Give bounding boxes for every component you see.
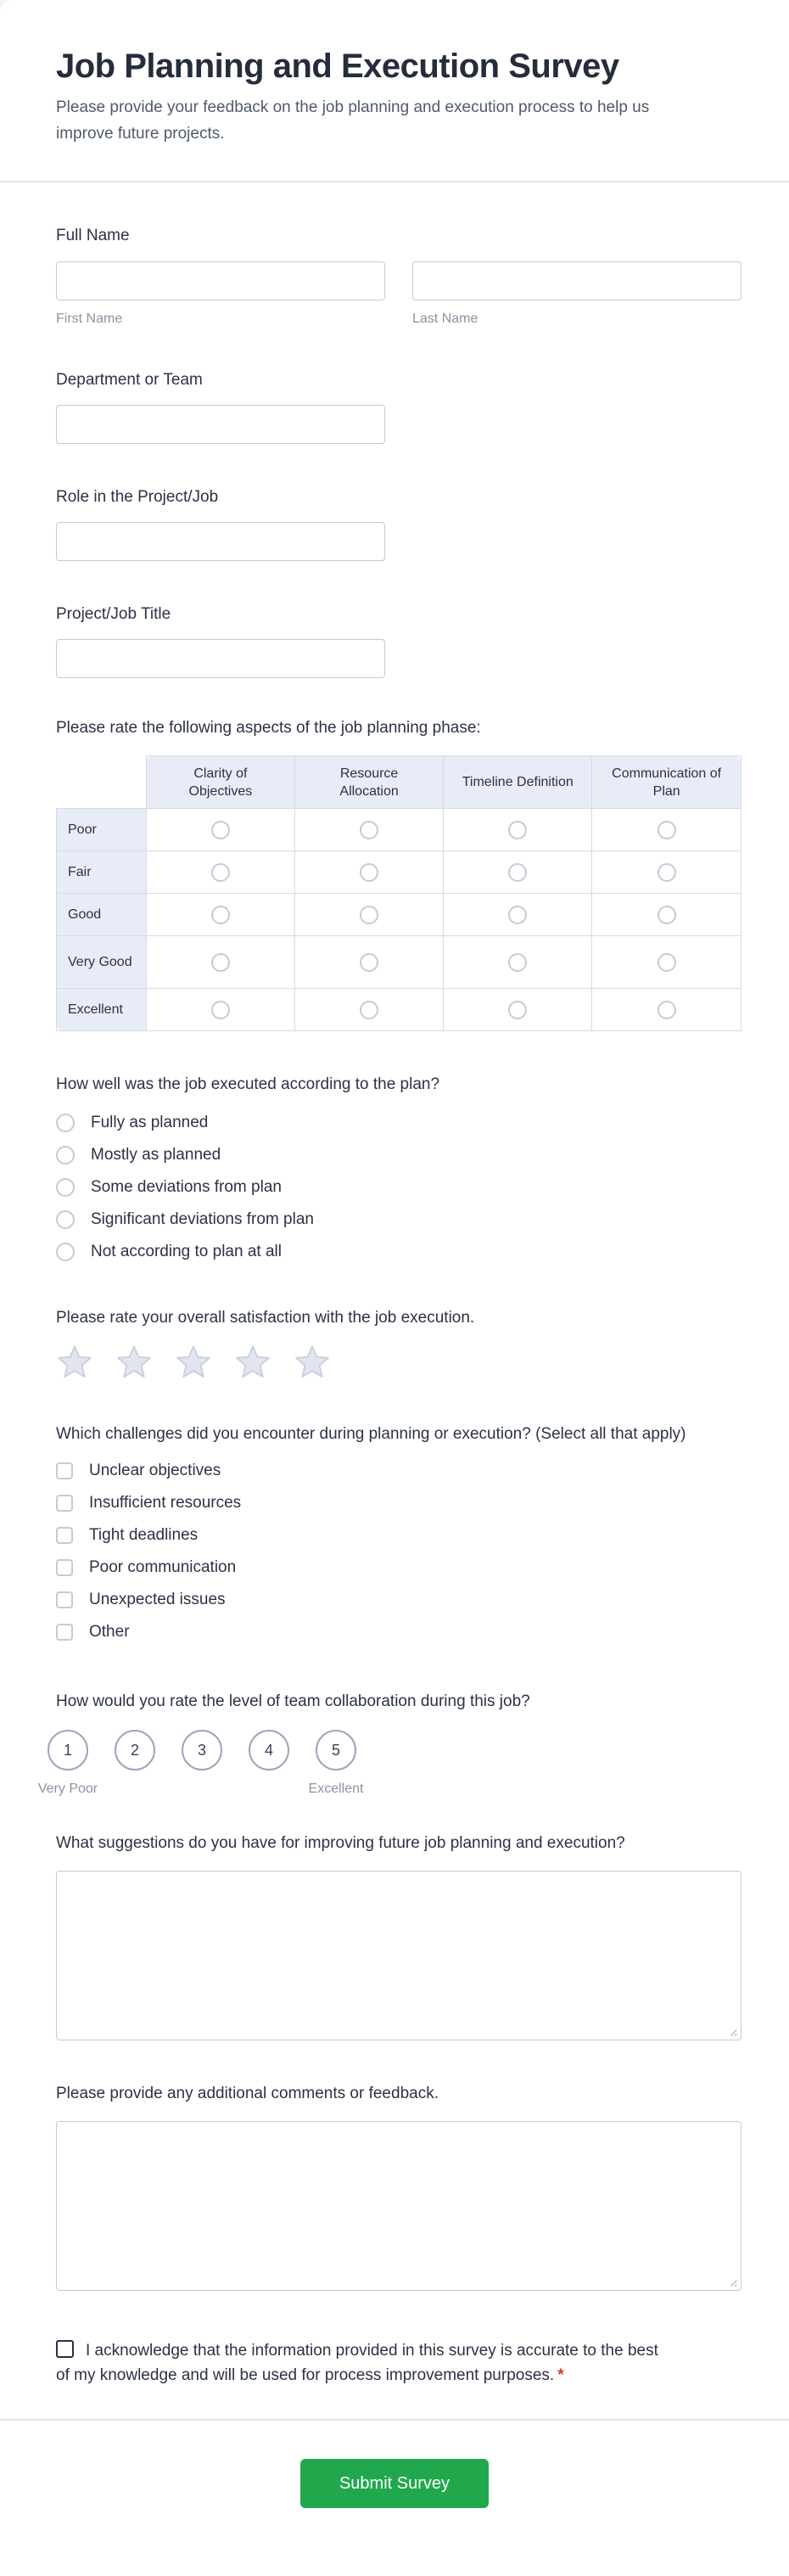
radio-option-label: Some deviations from plan [91, 1178, 282, 1196]
comments-field [56, 2121, 741, 2291]
radio-button[interactable] [56, 1210, 75, 1229]
comments-textarea[interactable] [56, 2121, 741, 2291]
matrix-col-header: Resource Allocation [295, 756, 444, 809]
matrix-row-label: Fair [57, 851, 147, 894]
challenges-question: Which challenges did you encounter during planning or execution? (Select all that apply) [56, 1425, 686, 1443]
page-subtitle: Please provide your feedback on the job planning and execution process to help us improve future projects. [56, 98, 650, 143]
full-name-label: Full Name [56, 227, 130, 244]
required-asterisk: * [557, 2366, 564, 2384]
matrix-radio-excellent-resource[interactable] [360, 1001, 378, 1019]
radio-option-label: Significant deviations from plan [91, 1210, 314, 1228]
checkbox-option-unexpected-issues [56, 1584, 741, 1616]
matrix-radio-excellent-communication[interactable] [658, 1001, 676, 1019]
role-input[interactable] [56, 522, 385, 561]
department-input[interactable] [56, 405, 385, 444]
checkbox-option-label: Insufficient resources [89, 1494, 242, 1512]
project-title-input[interactable] [56, 639, 385, 678]
collaboration-question: How would you rate the level of team collaboration during this job? [56, 1692, 530, 1710]
scale-endpoint-labels [37, 1782, 741, 1800]
acknowledgment-text: I acknowledge that the information provided in this survey is accurate to the best of my knowledge and will be used for process improvement purposes. [56, 2342, 658, 2384]
collaboration-scale [37, 1730, 741, 1800]
matrix-row-fair [57, 851, 741, 894]
execution-question: How well was the job executed according to the plan? [56, 1075, 440, 1093]
scale-option-5[interactable]: 5 [316, 1730, 356, 1771]
scale-option-1[interactable]: 1 [48, 1730, 88, 1771]
department-label: Department or Team [56, 371, 203, 389]
radio-option-not-according [56, 1236, 741, 1268]
submit-survey-button[interactable]: Submit Survey [300, 2459, 489, 2508]
matrix-radio-poor-resource[interactable] [360, 821, 378, 839]
survey-header [0, 0, 789, 182]
survey-form [0, 225, 789, 2388]
submit-area [0, 2421, 789, 2551]
matrix-question: Please rate the following aspects of the job planning phase: [56, 719, 481, 737]
radio-button[interactable] [56, 1146, 75, 1165]
matrix-row-good [57, 894, 741, 936]
checkbox[interactable] [56, 1495, 73, 1512]
star-rating [56, 1344, 741, 1381]
checkbox-option-label: Poor communication [89, 1558, 237, 1576]
matrix-radio-verygood-communication[interactable] [658, 953, 676, 972]
checkbox-option-poor-communication [56, 1552, 741, 1584]
matrix-radio-fair-timeline[interactable] [508, 863, 527, 882]
matrix-col-header: Communication of Plan [592, 756, 741, 809]
radio-option-label: Fully as planned [91, 1114, 209, 1131]
checkbox[interactable] [56, 1527, 73, 1544]
last-name-sublabel: Last Name [412, 311, 478, 326]
matrix-radio-poor-timeline[interactable] [508, 821, 527, 839]
radio-option-label: Not according to plan at all [91, 1243, 282, 1260]
comments-question: Please provide any additional comments or feedback. [56, 2085, 439, 2102]
execution-options [56, 1107, 741, 1268]
radio-button[interactable] [56, 1243, 75, 1261]
matrix-radio-poor-clarity[interactable] [211, 821, 230, 839]
satisfaction-question: Please rate your overall satisfaction with the job execution. [56, 1309, 475, 1327]
checkbox-option-insufficient-resources [56, 1487, 741, 1519]
star-icon[interactable] [56, 1344, 93, 1381]
matrix-header-row [57, 756, 741, 809]
project-title-label: Project/Job Title [56, 605, 171, 623]
scale-min-label: Very Poor [37, 1782, 98, 1796]
matrix-radio-excellent-timeline[interactable] [508, 1001, 527, 1019]
star-icon[interactable] [234, 1344, 271, 1381]
matrix-row-poor [57, 809, 741, 851]
full-name-field [56, 261, 741, 327]
checkbox-option-label: Unclear objectives [89, 1462, 221, 1479]
last-name-input[interactable] [412, 261, 741, 300]
suggestions-question: What suggestions do you have for improving future job planning and execution? [56, 1834, 625, 1852]
matrix-radio-verygood-resource[interactable] [360, 953, 378, 972]
first-name-sublabel: First Name [56, 311, 123, 326]
radio-option-mostly-as-planned [56, 1139, 741, 1171]
rating-matrix [56, 755, 741, 1031]
scale-max-label: Excellent [308, 1782, 364, 1796]
page-title: Job Planning and Execution Survey [56, 48, 619, 85]
acknowledgment-field [56, 2338, 662, 2388]
scale-option-3[interactable]: 3 [182, 1730, 222, 1771]
radio-option-some-deviations [56, 1171, 741, 1204]
checkbox-option-unclear-objectives [56, 1455, 741, 1487]
role-label: Role in the Project/Job [56, 488, 219, 506]
matrix-row-label: Very Good [57, 936, 147, 989]
matrix-row-label: Poor [57, 809, 147, 851]
suggestions-textarea[interactable] [56, 1871, 741, 2040]
matrix-radio-good-resource[interactable] [360, 906, 378, 924]
star-icon[interactable] [115, 1344, 153, 1381]
radio-option-label: Mostly as planned [91, 1146, 221, 1164]
matrix-radio-fair-communication[interactable] [658, 863, 676, 882]
star-icon[interactable] [294, 1344, 331, 1381]
checkbox-option-tight-deadlines [56, 1519, 741, 1552]
matrix-radio-verygood-timeline[interactable] [508, 953, 527, 972]
matrix-radio-good-clarity[interactable] [211, 906, 230, 924]
matrix-radio-poor-communication[interactable] [658, 821, 676, 839]
radio-option-fully-as-planned [56, 1107, 741, 1139]
acknowledgment-checkbox[interactable] [56, 2340, 74, 2358]
matrix-col-header: Timeline Definition [444, 756, 592, 809]
challenges-options [56, 1455, 741, 1648]
matrix-row-very-good [57, 936, 741, 989]
checkbox[interactable] [56, 1462, 73, 1479]
matrix-radio-excellent-clarity[interactable] [211, 1001, 230, 1019]
checkbox[interactable] [56, 1559, 73, 1576]
matrix-radio-good-timeline[interactable] [508, 906, 527, 924]
matrix-radio-fair-clarity[interactable] [211, 863, 230, 882]
checkbox-option-other [56, 1616, 741, 1648]
checkbox[interactable] [56, 1624, 73, 1641]
matrix-row-label: Excellent [57, 989, 147, 1031]
radio-button[interactable] [56, 1114, 75, 1132]
checkbox-option-label: Other [89, 1623, 130, 1641]
radio-option-significant-deviations [56, 1204, 741, 1236]
star-icon[interactable] [175, 1344, 212, 1381]
scale-option-4[interactable]: 4 [249, 1730, 289, 1771]
matrix-radio-fair-resource[interactable] [360, 863, 378, 882]
radio-button[interactable] [56, 1178, 75, 1197]
matrix-corner-cell [57, 756, 147, 809]
checkbox-option-label: Tight deadlines [89, 1526, 199, 1544]
checkbox-option-label: Unexpected issues [89, 1591, 226, 1608]
matrix-col-header: Clarity of Objectives [146, 756, 294, 809]
first-name-input[interactable] [56, 261, 385, 300]
matrix-row-label: Good [57, 894, 147, 936]
checkbox[interactable] [56, 1591, 73, 1608]
matrix-radio-verygood-clarity[interactable] [211, 953, 230, 972]
matrix-row-excellent [57, 989, 741, 1031]
matrix-radio-good-communication[interactable] [658, 906, 676, 924]
scale-option-2[interactable]: 2 [115, 1730, 155, 1771]
suggestions-field [56, 1871, 741, 2040]
